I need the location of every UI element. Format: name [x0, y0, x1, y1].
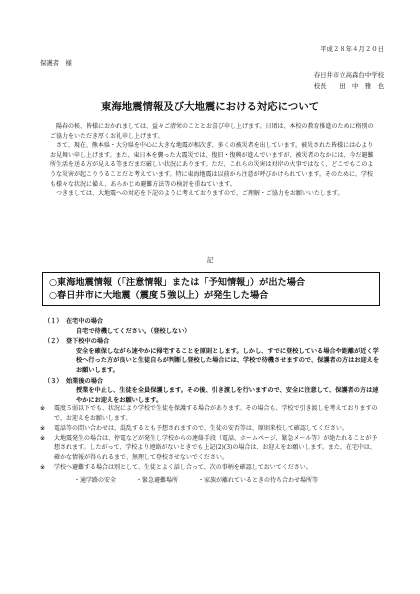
note-text: 大地震発生の場合は、停電などが発生し学校からの連絡手段（電話、ホームページ、緊急メール等）が絶たれることが予想されます。したがって、学校より連絡がないときでも上記(2)(3)の場合は、お迎えをお願いします。また、在宅中は、確かな情報が得られるまで、無理して登校させないでください。	[54, 434, 378, 461]
note-mark: ※	[40, 424, 46, 432]
section-body: 自宅で待機してください。（登校しない）	[76, 327, 191, 335]
body-text	[50, 122, 378, 199]
section-body: 授業を中止し、生徒を全員保護します。その後、引き渡しを行いますので、安全に注意して、保護者の方は速やかにお迎えをお願いします。	[76, 387, 379, 404]
section-heading	[44, 317, 384, 327]
notes-list	[40, 404, 380, 485]
condition-line: ○春日井市に大地震（震度５強以上）が発生した場合	[49, 290, 269, 301]
note-mark: ※	[40, 434, 46, 442]
section-title: 始業後の場合	[66, 377, 104, 385]
note-item	[40, 463, 380, 473]
section-heading	[44, 337, 384, 347]
section-number: （２）	[44, 338, 63, 346]
section-body: 安全を確保しながら速やかに帰宅することを原則とします。しかし、すでに登校している場合や距離が近く学校へ行った方が良いと生徒自らが判断し登校した場合には、学校で待機させますので、保護者の方はお迎えをお願いします。	[76, 347, 380, 374]
body-paragraph: 陽春の候、皆様におかれましては、益々ご清栄のこととお喜び申し上げます。日頃は、本校の教育推進のために格別のご協力をいただき厚くお礼申し上げます。	[50, 123, 374, 140]
section-title: 在宅中の場合	[66, 318, 104, 325]
document-title: 東海地震情報及び大地震における対応について	[101, 101, 319, 113]
note-item	[40, 434, 380, 463]
check-item: ・家族が離れているときの待ち合わせ場所等	[198, 476, 319, 484]
recipient: 保護者 様	[40, 59, 72, 67]
section-number: （１）	[44, 318, 63, 325]
note-text: 電話等の問い合わせは、混乱するとも予想されますので、生徒の安否等は、原則来校して確認してください。	[54, 424, 348, 432]
section-number: （３）	[44, 377, 63, 385]
condition-box	[42, 272, 380, 306]
body-paragraph: つきましては、大地震への対応を下記のように考えておりますので、ご理解・ご協力をお願いいたします。	[56, 190, 344, 198]
note-text: 学校へ避難する場合は別として、生徒とよく話し合って、次の事柄を確認しておいてください。	[54, 464, 312, 472]
section-heading	[44, 377, 384, 387]
note-text: 震度５弱以下でも、状況により学校で生徒を保護する場合があります。その場合も、学校で引き渡しを考えておりますので、お迎えをお願いします。	[54, 405, 378, 422]
check-items	[40, 476, 380, 486]
check-item: ・通学路の安全	[74, 476, 117, 484]
school-name: 春日井市立高森台中学校	[313, 71, 384, 79]
note-mark: ※	[40, 464, 46, 472]
body-paragraph: さて、現在、熊本県・大分県を中心に大きな地震が相次ぎ、多くの被災者を出しています。被災された皆様には心よりお見舞い申し上げます。また、東日本を襲った大震災では、復旧・復興が進んでいますが、被災者のなかには、今だ避難所生活を送る方が見える等まだまだ厳しい状況にあります。ただ、これらの災害は対岸の火事ではなく、どこでもこのような災害が起こりうることだと考えています。特に東海地震は以前から注意が呼びかけられています。そのために、学校も様々な状況に備え、あらかじめ避難方法等の検討を重ねています。	[50, 142, 374, 188]
check-item: ・緊急避難場所	[136, 476, 179, 484]
ki-heading: 記	[206, 256, 214, 264]
section-title: 登下校中の場合	[66, 338, 110, 346]
note-item	[40, 404, 380, 423]
letter-date: 平成２８年４月２０日	[320, 45, 384, 53]
sender-block	[314, 70, 384, 92]
note-item	[40, 424, 380, 434]
principal-name: 校長 田 中 雅 也	[313, 82, 384, 90]
condition-line: ○東海地震情報（「注意情報」または「予知情報」）が出た場合	[49, 277, 306, 288]
note-mark: ※	[40, 405, 46, 412]
response-sections	[44, 317, 384, 405]
